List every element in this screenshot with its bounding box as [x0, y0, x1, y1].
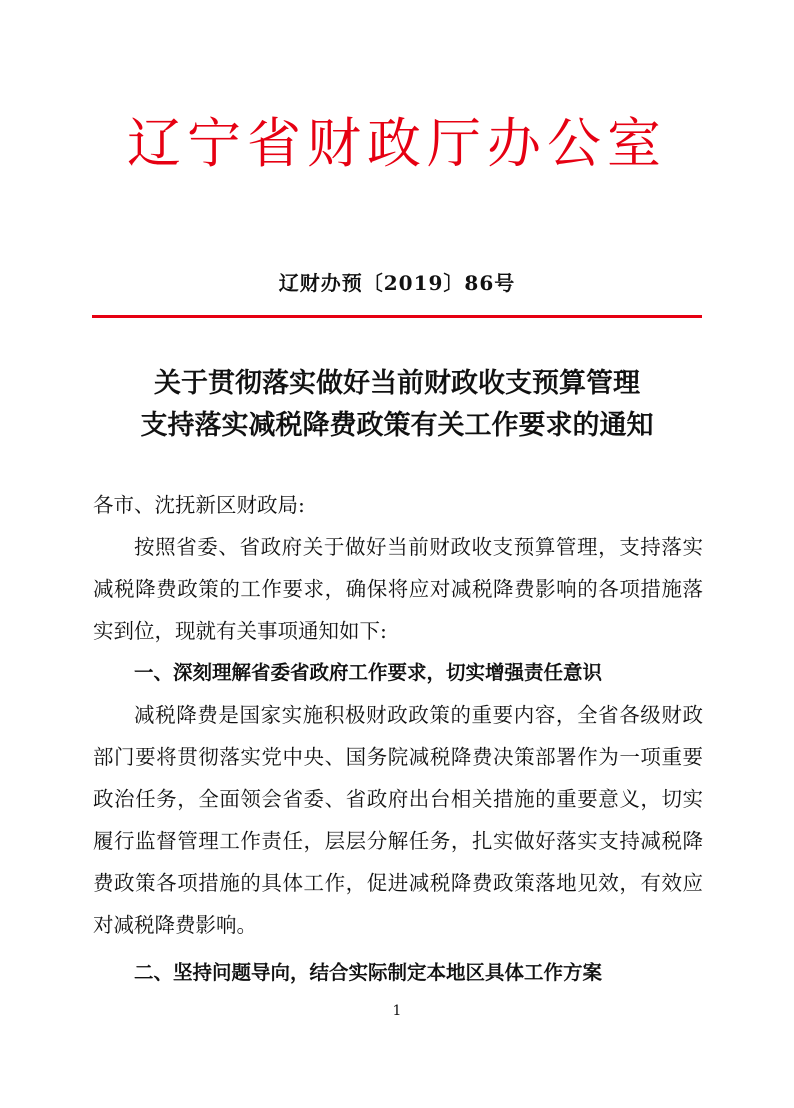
red-divider-line: [92, 315, 702, 318]
document-number: 辽财办预〔2019〕86号: [278, 271, 516, 295]
section-2-heading: 二、坚持问题导向，结合实际制定本地区具体工作方案: [134, 961, 603, 984]
section-1-paragraph: 减税降费是国家实施积极财政政策的重要内容，全省各级财政部门要将贯彻落实党中央、国务院减税降费决策部署作为一项重要政治任务，全面领会省委、省政府出台相关措施的重要意义，切实履行监督管理工作责任，层层分解任务，扎实做好落实支持减税降费政策各项措施的具体工作，促进减税降费政策落地见效，有效应对减税降费影响。: [93, 703, 703, 937]
title-line-2: 支持落实减税降费政策有关工作要求的通知: [140, 410, 654, 441]
salutation: 各市、沈抚新区财政局:: [93, 493, 305, 517]
title-line-1: 关于贯彻落实做好当前财政收支预算管理: [154, 368, 640, 399]
document-body: [93, 484, 703, 994]
section-1-heading: 一、深刻理解省委省政府工作要求，切实增强责任意识: [134, 661, 603, 684]
document-title: [0, 363, 794, 447]
page-number: 1: [392, 1003, 402, 1019]
issuer-header: 辽宁省财政厅办公室: [127, 112, 667, 175]
intro-paragraph: 按照省委、省政府关于做好当前财政收支预算管理，支持落实减税降费政策的工作要求，确保将应对减税降费影响的各项措施落实到位，现就有关事项通知如下:: [93, 535, 703, 643]
